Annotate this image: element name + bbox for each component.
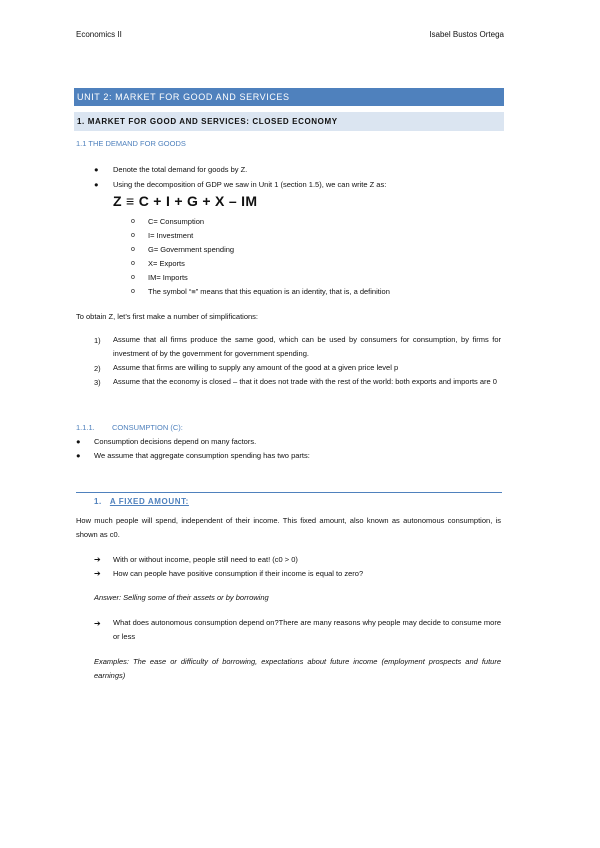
circle-bullet-icon: o [131, 274, 135, 281]
component-item: G= Government spending [148, 245, 235, 254]
bullet-dot-icon: ● [94, 165, 99, 174]
arrow-text: What does autonomous consumption depend on?There are many reasons why people may decide to consume more or less [113, 618, 501, 641]
bullet-text: Denote the total demand for goods by Z. [113, 165, 248, 174]
unit-title: UNIT 2: MARKET FOR GOOD AND SERVICES [74, 88, 504, 106]
circle-bullet-icon: o [131, 218, 135, 225]
consumption-heading [76, 423, 183, 432]
answer-text: Answer: Selling some of their assets or by borrowing [94, 593, 269, 602]
arrow-right-icon: ➔ [94, 555, 101, 564]
consumption-heading-label: CONSUMPTION (C): [112, 423, 183, 432]
demand-equation: Z ≡ C + I + G + X – IM [113, 193, 258, 209]
arrow-right-icon: ➔ [94, 619, 101, 628]
circle-bullet-icon: o [131, 246, 135, 253]
assumption-text: Assume that all firms produce the same good, which can be used by consumers for consumption, by firms for investment of by the government for government spending. [113, 335, 501, 358]
circle-bullet-icon: o [131, 288, 135, 295]
consumption-bullet: We assume that aggregate consumption spending has two parts: [94, 451, 310, 460]
circle-bullet-icon: o [131, 232, 135, 239]
assumption-text: Assume that the economy is closed – that it does not trade with the rest of the world: both exports and imports are 0 [113, 377, 497, 386]
assumption-number: 1) [94, 336, 101, 345]
arrow-text: How can people have positive consumption if their income is equal to zero? [113, 569, 364, 578]
fixed-amount-paragraph: How much people will spend, independent of their income. This fixed amount, also known as autonomous consumption, is shown as c0. [76, 516, 501, 539]
arrow-text: With or without income, people still need to eat! (c0 > 0) [113, 555, 298, 564]
divider-rule [76, 492, 502, 493]
fixed-amount-heading [94, 497, 189, 506]
bullet-dot-icon: ● [94, 180, 99, 189]
bullet-text: Using the decomposition of GDP we saw in Unit 1 (section 1.5), we can write Z as: [113, 180, 387, 189]
assumption-text: Assume that firms are willing to supply any amount of the good at a given price level p [113, 363, 399, 372]
component-item: C= Consumption [148, 217, 205, 226]
header-author: Isabel Bustos Ortega [429, 30, 504, 39]
arrow-right-icon: ➔ [94, 569, 101, 578]
section-title: 1. MARKET FOR GOOD AND SERVICES: CLOSED ECONOMY [74, 112, 504, 131]
component-item: The symbol “≡” means that this equation is an identity, that is, a definition [148, 287, 390, 296]
bullet-dot-icon: ● [76, 437, 81, 446]
component-item: X= Exports [148, 259, 185, 268]
component-item: IM= Imports [148, 273, 188, 282]
header-course: Economics II [76, 30, 122, 39]
examples-text: Examples: The ease or difficulty of borrowing, expectations about future income (employment prospects and future earnings) [94, 657, 501, 680]
assumption-number: 3) [94, 378, 101, 387]
component-item: I= Investment [148, 231, 194, 240]
subsection-title: 1.1 THE DEMAND FOR GOODS [76, 139, 186, 148]
fixed-amount-number: 1. [94, 497, 102, 506]
assumption-number: 2) [94, 364, 101, 373]
consumption-heading-number: 1.1.1. [76, 423, 95, 432]
consumption-bullet: Consumption decisions depend on many factors. [94, 437, 257, 446]
simplifications-intro: To obtain Z, let’s first make a number of simplifications: [76, 312, 259, 321]
bullet-dot-icon: ● [76, 451, 81, 460]
fixed-amount-label: A FIXED AMOUNT: [109, 497, 189, 506]
circle-bullet-icon: o [131, 260, 135, 267]
